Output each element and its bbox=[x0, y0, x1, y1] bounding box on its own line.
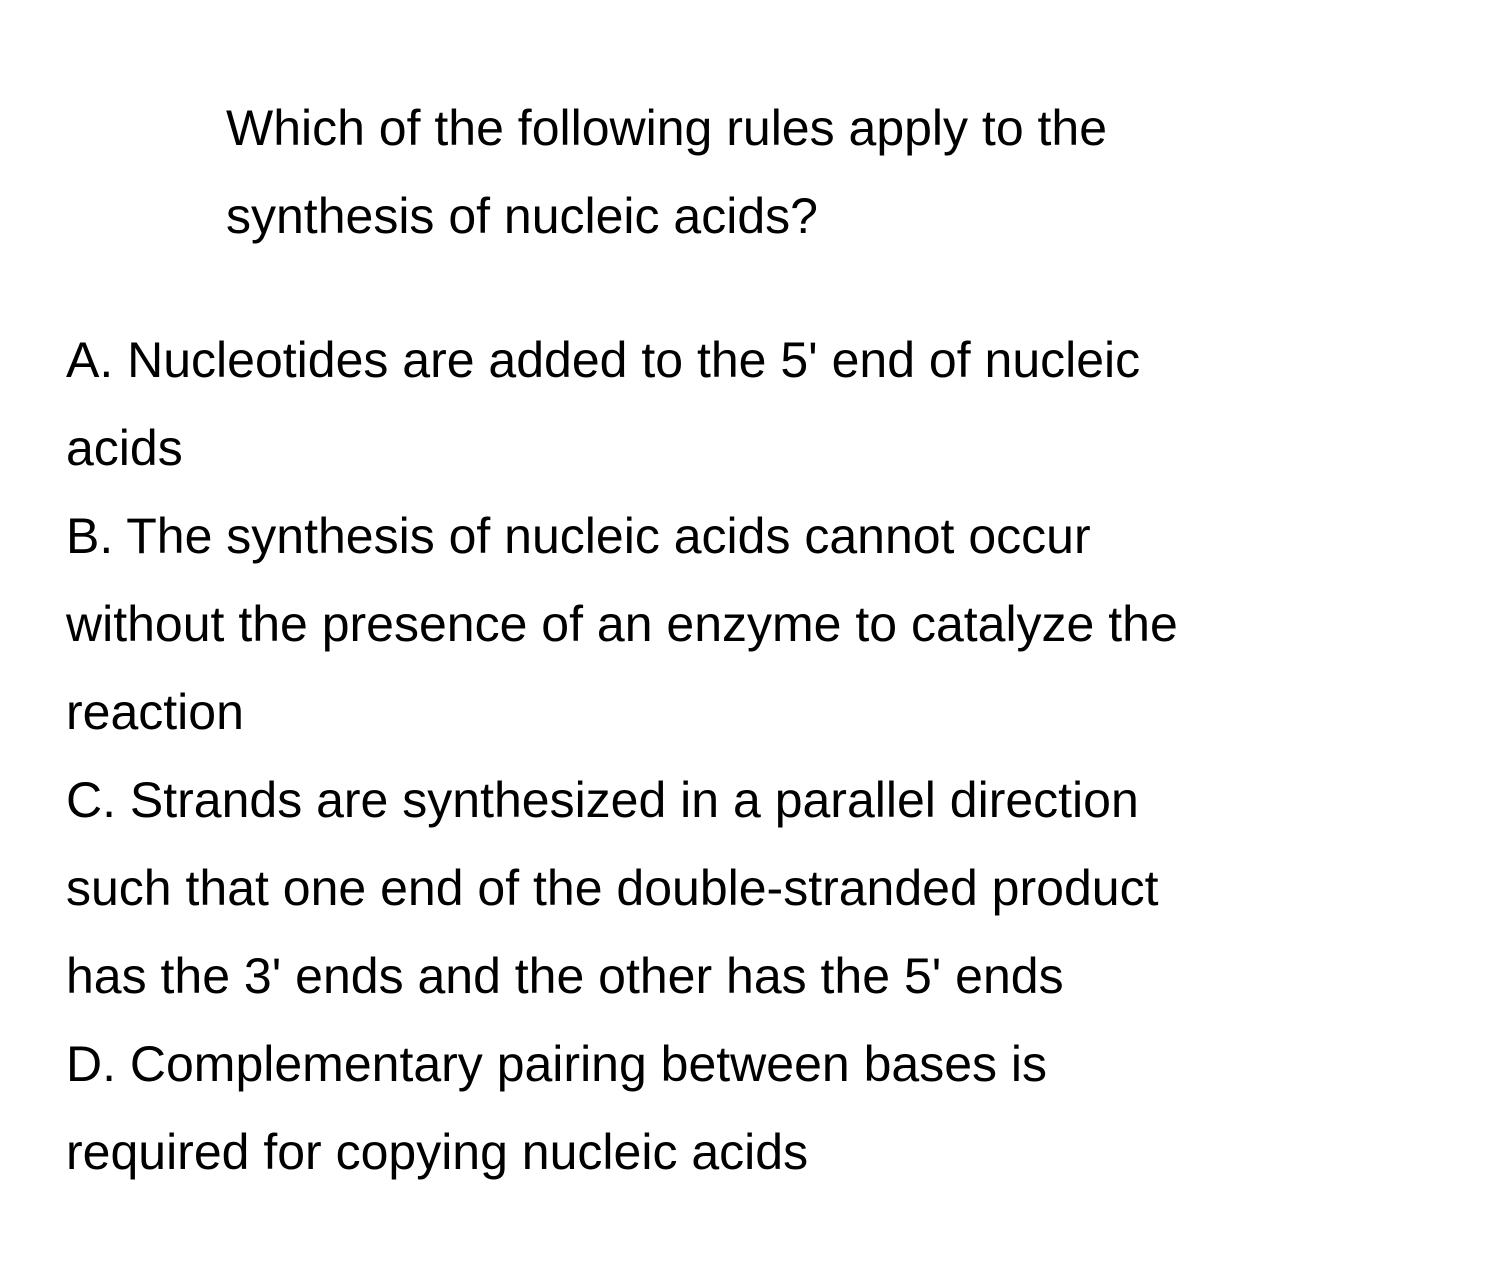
answer-options-list bbox=[66, 316, 1466, 1196]
option-c bbox=[66, 756, 1466, 1020]
option-line: such that one end of the double-stranded product bbox=[66, 860, 1159, 916]
option-a bbox=[66, 316, 1466, 492]
option-line: C. Strands are synthesized in a parallel direction bbox=[66, 772, 1139, 828]
question-line: Which of the following rules apply to the bbox=[226, 100, 1108, 156]
question-line: synthesis of nucleic acids? bbox=[226, 188, 818, 244]
option-line: D. Complementary pairing between bases is bbox=[66, 1036, 1048, 1092]
option-line: required for copying nucleic acids bbox=[66, 1124, 809, 1180]
option-line: A. Nucleotides are added to the 5' end of nucleic bbox=[66, 332, 1141, 388]
option-line: reaction bbox=[66, 684, 244, 740]
option-line: has the 3' ends and the other has the 5' ends bbox=[66, 948, 1064, 1004]
option-line: acids bbox=[66, 420, 183, 476]
option-b bbox=[66, 492, 1466, 756]
option-line: B. The synthesis of nucleic acids cannot occur bbox=[66, 508, 1091, 564]
option-line: without the presence of an enzyme to catalyze the bbox=[66, 596, 1178, 652]
option-d bbox=[66, 1020, 1466, 1196]
question-text bbox=[226, 84, 1406, 260]
